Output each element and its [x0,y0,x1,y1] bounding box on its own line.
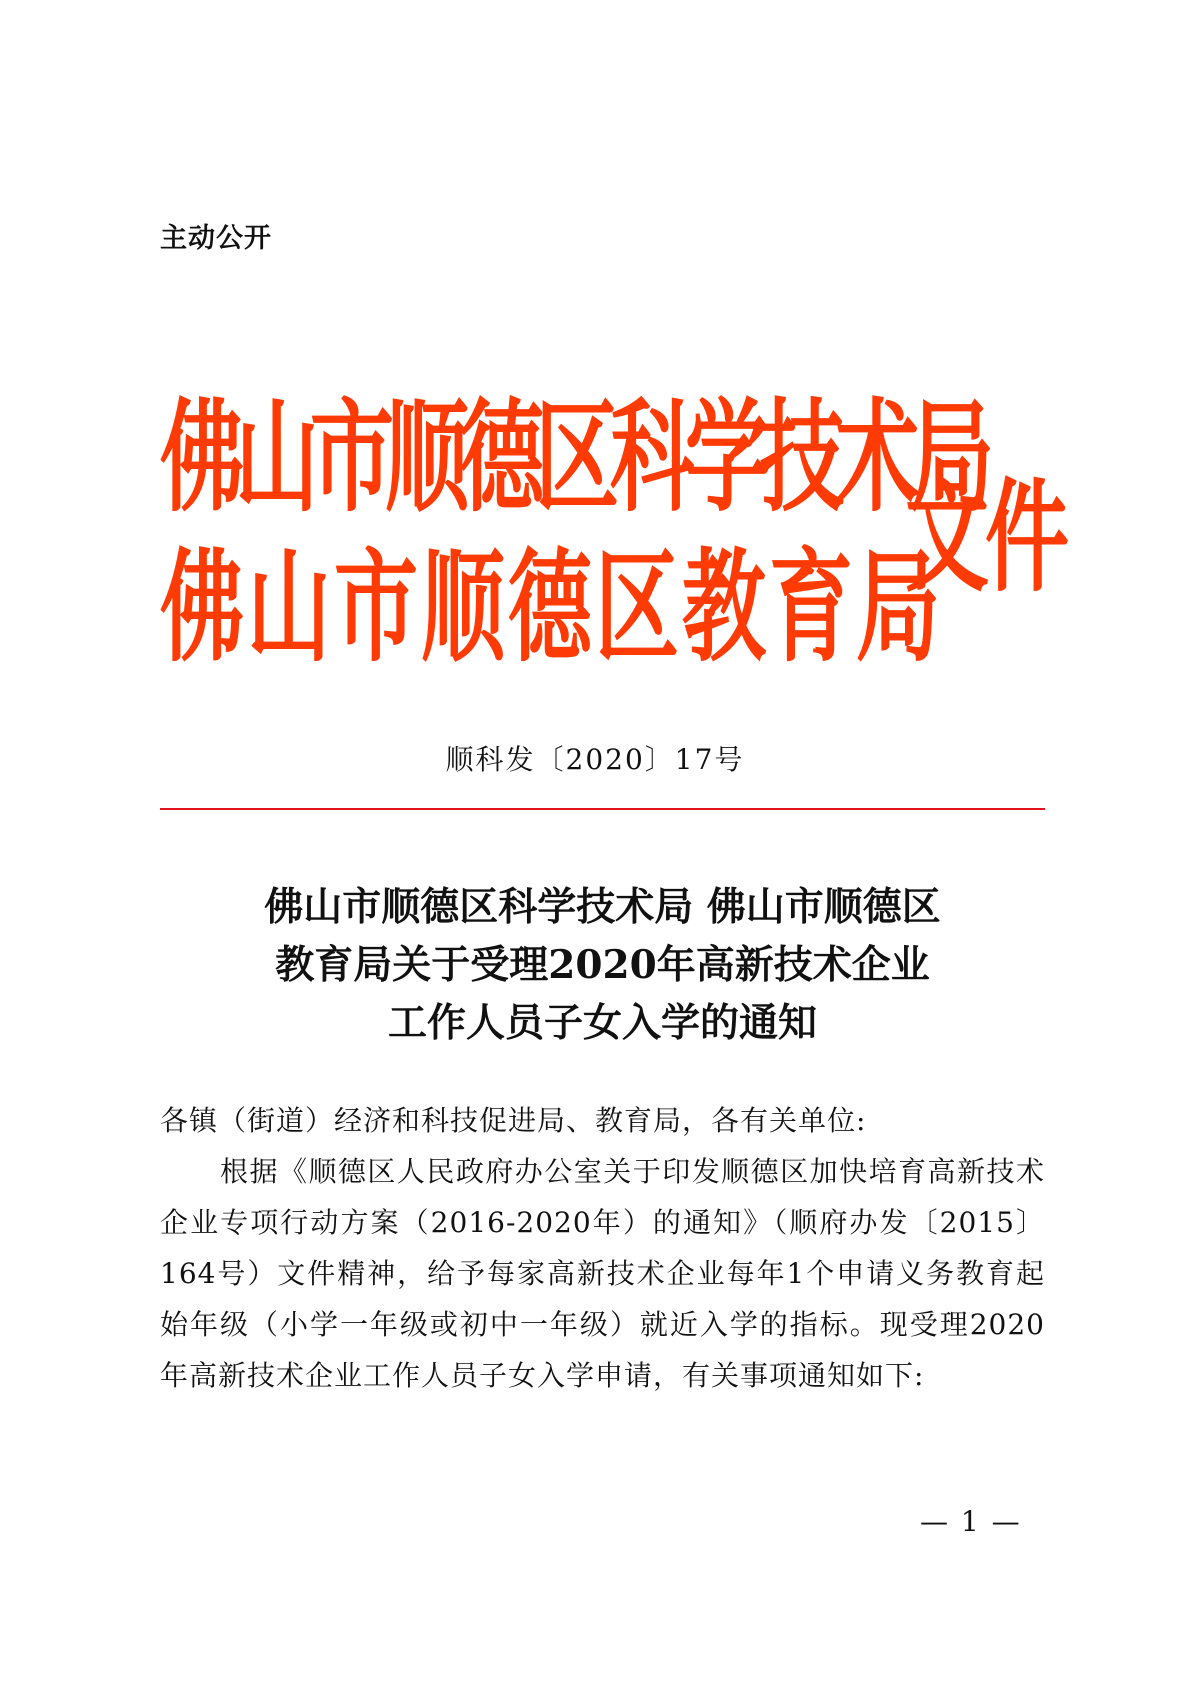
disclosure-label: 主动公开 [160,223,272,254]
issuer-block [160,356,1066,679]
issuer-suffix: 文件 [905,466,1066,609]
title-line-3: 工作人员子女入学的通知 [387,1000,817,1046]
document-number: 顺科发〔2020〕17号 [445,743,745,776]
body-paragraph: 根据《顺德区人民政府办公室关于印发顺德区加快培育高新技术企业专项行动方案（2016-2020年）的通知》（顺府办发〔2015〕164号）文件精神，给予每家高新技术企业每年1个申请义务教育起始年级（小学一年级或初中一年级）就近入学的指标。现受理2020年高新技术企业工作人员子女入学申请，有关事项通知如下: [160,1155,1045,1392]
title-line-2: 教育局关于受理2020年高新技术企业 [275,942,930,988]
red-divider-line [160,808,1045,810]
salutation: 各镇（街道）经济和科技促进局、教育局，各有关单位: [160,1104,867,1137]
document-title [160,878,1045,1052]
document-body [160,1095,1045,1401]
page-number: — 1 — [920,1505,1022,1538]
issuer-line-science-bureau: 佛山市顺德区科学技术局 [160,386,986,529]
title-line-1: 佛山市顺德区科学技术局 佛山市顺德区 [264,884,941,930]
issuer-line-education-bureau: 佛山市顺德区教育局 [160,536,944,679]
